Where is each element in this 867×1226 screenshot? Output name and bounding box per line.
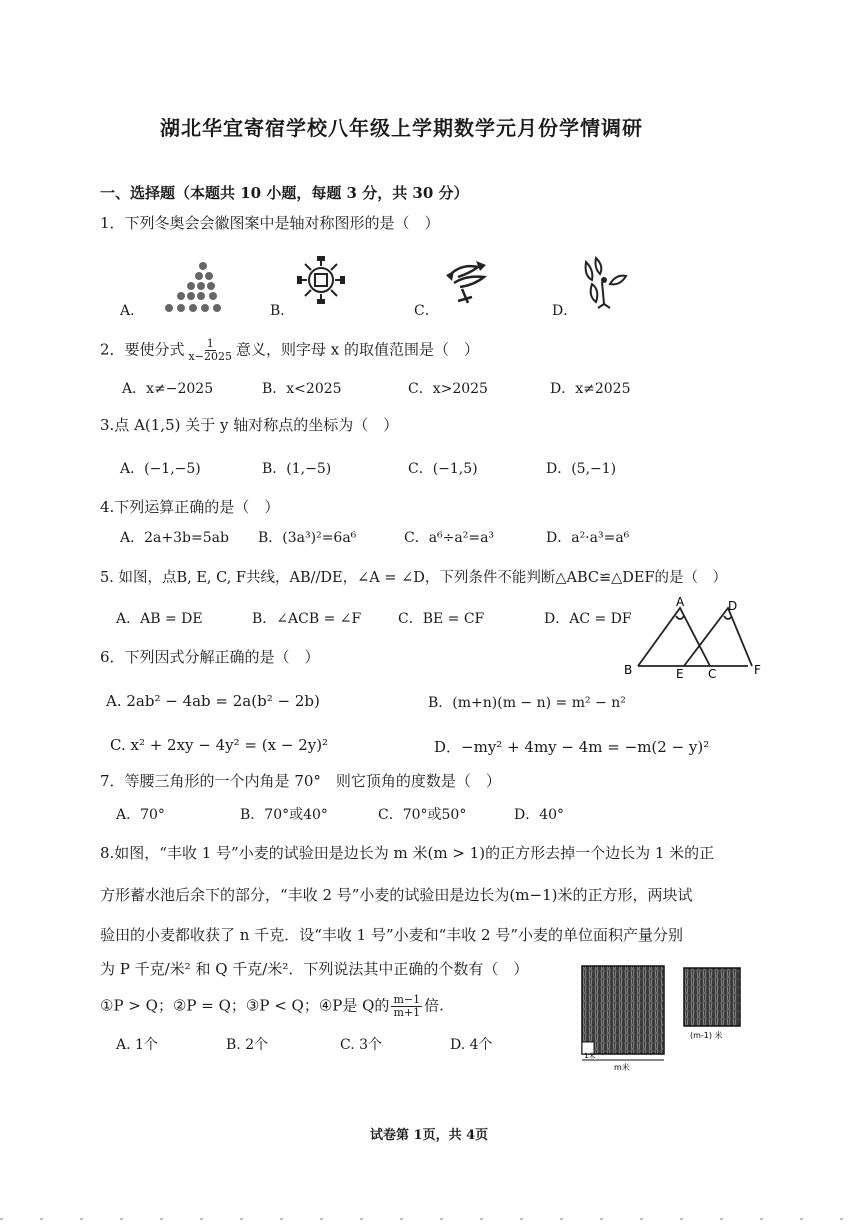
q2-frac-num: 1	[206, 337, 214, 350]
q1-emblem-a-image	[155, 258, 235, 324]
q5-option-b: B．∠ACB = ∠F	[252, 611, 362, 627]
q8-option-b: B. 2个	[226, 1037, 269, 1053]
question-7-stem: 7．等腰三角形的一个内角是 70° 则它顶角的度数是（ ）	[100, 772, 501, 790]
q3-option-b: B．(1,−5)	[262, 461, 332, 477]
page-footer: 试卷第 1页，共 4页	[370, 1128, 489, 1143]
q1-option-c-label: C．	[414, 303, 439, 319]
q5-label-d: D	[728, 599, 738, 613]
q1-option-a-label: A．	[120, 303, 145, 319]
question-6-stem: 6．下列因式分解正确的是（ ）	[100, 648, 320, 666]
q6-option-d: D．−my² + 4my − 4m = −m(2 − y)²	[434, 738, 710, 756]
q5-label-e: E	[676, 667, 684, 681]
q7-option-a: A．70°	[116, 807, 165, 823]
q2-option-b: B．x<2025	[262, 381, 342, 397]
q2-option-c: C．x>2025	[408, 381, 488, 397]
q2-option-d: D．x≠2025	[550, 381, 631, 397]
question-4-stem: 4.下列运算正确的是（ ）	[100, 498, 280, 516]
q8-frac-num: m−1	[393, 993, 421, 1006]
q1-emblem-d-image	[576, 254, 634, 310]
q5-label-b: B	[624, 663, 633, 677]
q3-option-c: C．(−1,5)	[408, 461, 478, 477]
q4-option-d: D．a²·a³=a⁶	[546, 530, 630, 546]
q2-fraction	[187, 338, 234, 363]
q8-label-m-meter: m米	[614, 1063, 630, 1072]
q8-option-d: D. 4个	[450, 1037, 493, 1053]
q7-option-d: D．40°	[514, 807, 565, 823]
question-8-line-3: 验田的小麦都收获了 n 千克．设“丰收 1 号”小麦和“丰收 2 号”小麦的单位面积产量分别	[100, 926, 684, 944]
question-1-stem: 1．下列冬奥会会徽图案中是轴对称图形的是（ ）	[100, 214, 440, 232]
q5-option-d: D．AC = DF	[544, 611, 632, 627]
q1-emblem-b-image	[295, 254, 347, 306]
q8-items-post: 倍.	[424, 996, 444, 1015]
q2-option-a: A．x≠−2025	[122, 381, 214, 397]
q5-option-c: C．BE = CF	[398, 611, 485, 627]
q4-option-c: C．a⁶÷a²=a³	[404, 530, 495, 546]
question-3-stem: 3.点 A(1,5) 关于 y 轴对称点的坐标为（ ）	[100, 416, 399, 434]
q3-option-d: D．(5,−1)	[546, 461, 617, 477]
q5-label-f: F	[754, 663, 761, 677]
q5-option-a: A．AB = DE	[116, 611, 203, 627]
q8-option-c: C. 3个	[340, 1037, 383, 1053]
question-8-line-4: 为 P 千克/米² 和 Q 千克/米²．下列说法其中正确的个数有（ ）	[100, 960, 529, 978]
question-8-statements	[100, 994, 444, 1019]
q2-stem-pre: 2．要使分式	[100, 340, 185, 359]
q2-frac-den: x−2025	[188, 350, 232, 363]
q8-label-m-minus-1-meter: (m-1) 米	[690, 1031, 723, 1040]
q8-items-pre: ①P > Q；②P = Q；③P < Q；④P是 Q的	[100, 996, 390, 1015]
q1-option-b-label: B．	[270, 303, 295, 319]
question-2-stem	[100, 338, 479, 363]
q4-option-b: B．(3a³)²=6a⁶	[258, 530, 357, 546]
q5-triangle-figure	[618, 596, 768, 684]
page-title: 湖北华宜寄宿学校八年级上学期数学元月份学情调研	[160, 116, 643, 140]
q5-label-a: A	[676, 596, 685, 609]
question-8-line-2: 方形蓄水池后余下的部分，“丰收 2 号”小麦的试验田是边长为(m−1)米的正方形，两块试	[100, 886, 693, 904]
q5-label-c: C	[708, 667, 717, 681]
q8-field-figure	[576, 962, 756, 1074]
q7-option-c: C．70°或50°	[378, 807, 467, 823]
q6-option-c: C. x² + 2xy − 4y² = (x − 2y)²	[110, 736, 329, 754]
q2-stem-post: 意义，则字母 x 的取值范围是（ ）	[235, 340, 479, 359]
q8-label-one-meter: 1米	[584, 1052, 596, 1060]
question-8-line-1: 8.如图，“丰收 1 号”小麦的试验田是边长为 m 米(m > 1)的正方形去掉一个边长为 1 米的正	[100, 844, 715, 862]
q8-fraction	[391, 994, 422, 1019]
q1-option-d-label: D．	[552, 303, 578, 319]
q4-option-a: A．2a+3b=5ab	[120, 530, 229, 546]
section-heading: 一、选择题（本题共 10 小题，每题 3 分，共 30 分）	[100, 184, 469, 202]
bottom-divider	[0, 1218, 867, 1220]
q3-option-a: A．(−1,−5)	[120, 461, 201, 477]
q1-emblem-c-image	[440, 255, 490, 310]
q8-option-a: A. 1个	[116, 1037, 158, 1053]
q8-frac-den: m+1	[393, 1006, 421, 1019]
question-5-stem: 5. 如图，点B, E, C, F共线，AB//DE，∠A = ∠D，下列条件不能判断△ABC≌△DEF的是（ ）	[100, 570, 728, 586]
q6-option-b: B．(m+n)(m − n) = m² − n²	[428, 695, 626, 711]
q7-option-b: B．70°或40°	[240, 807, 328, 823]
q6-option-a: A. 2ab² − 4ab = 2a(b² − 2b)	[106, 692, 320, 710]
